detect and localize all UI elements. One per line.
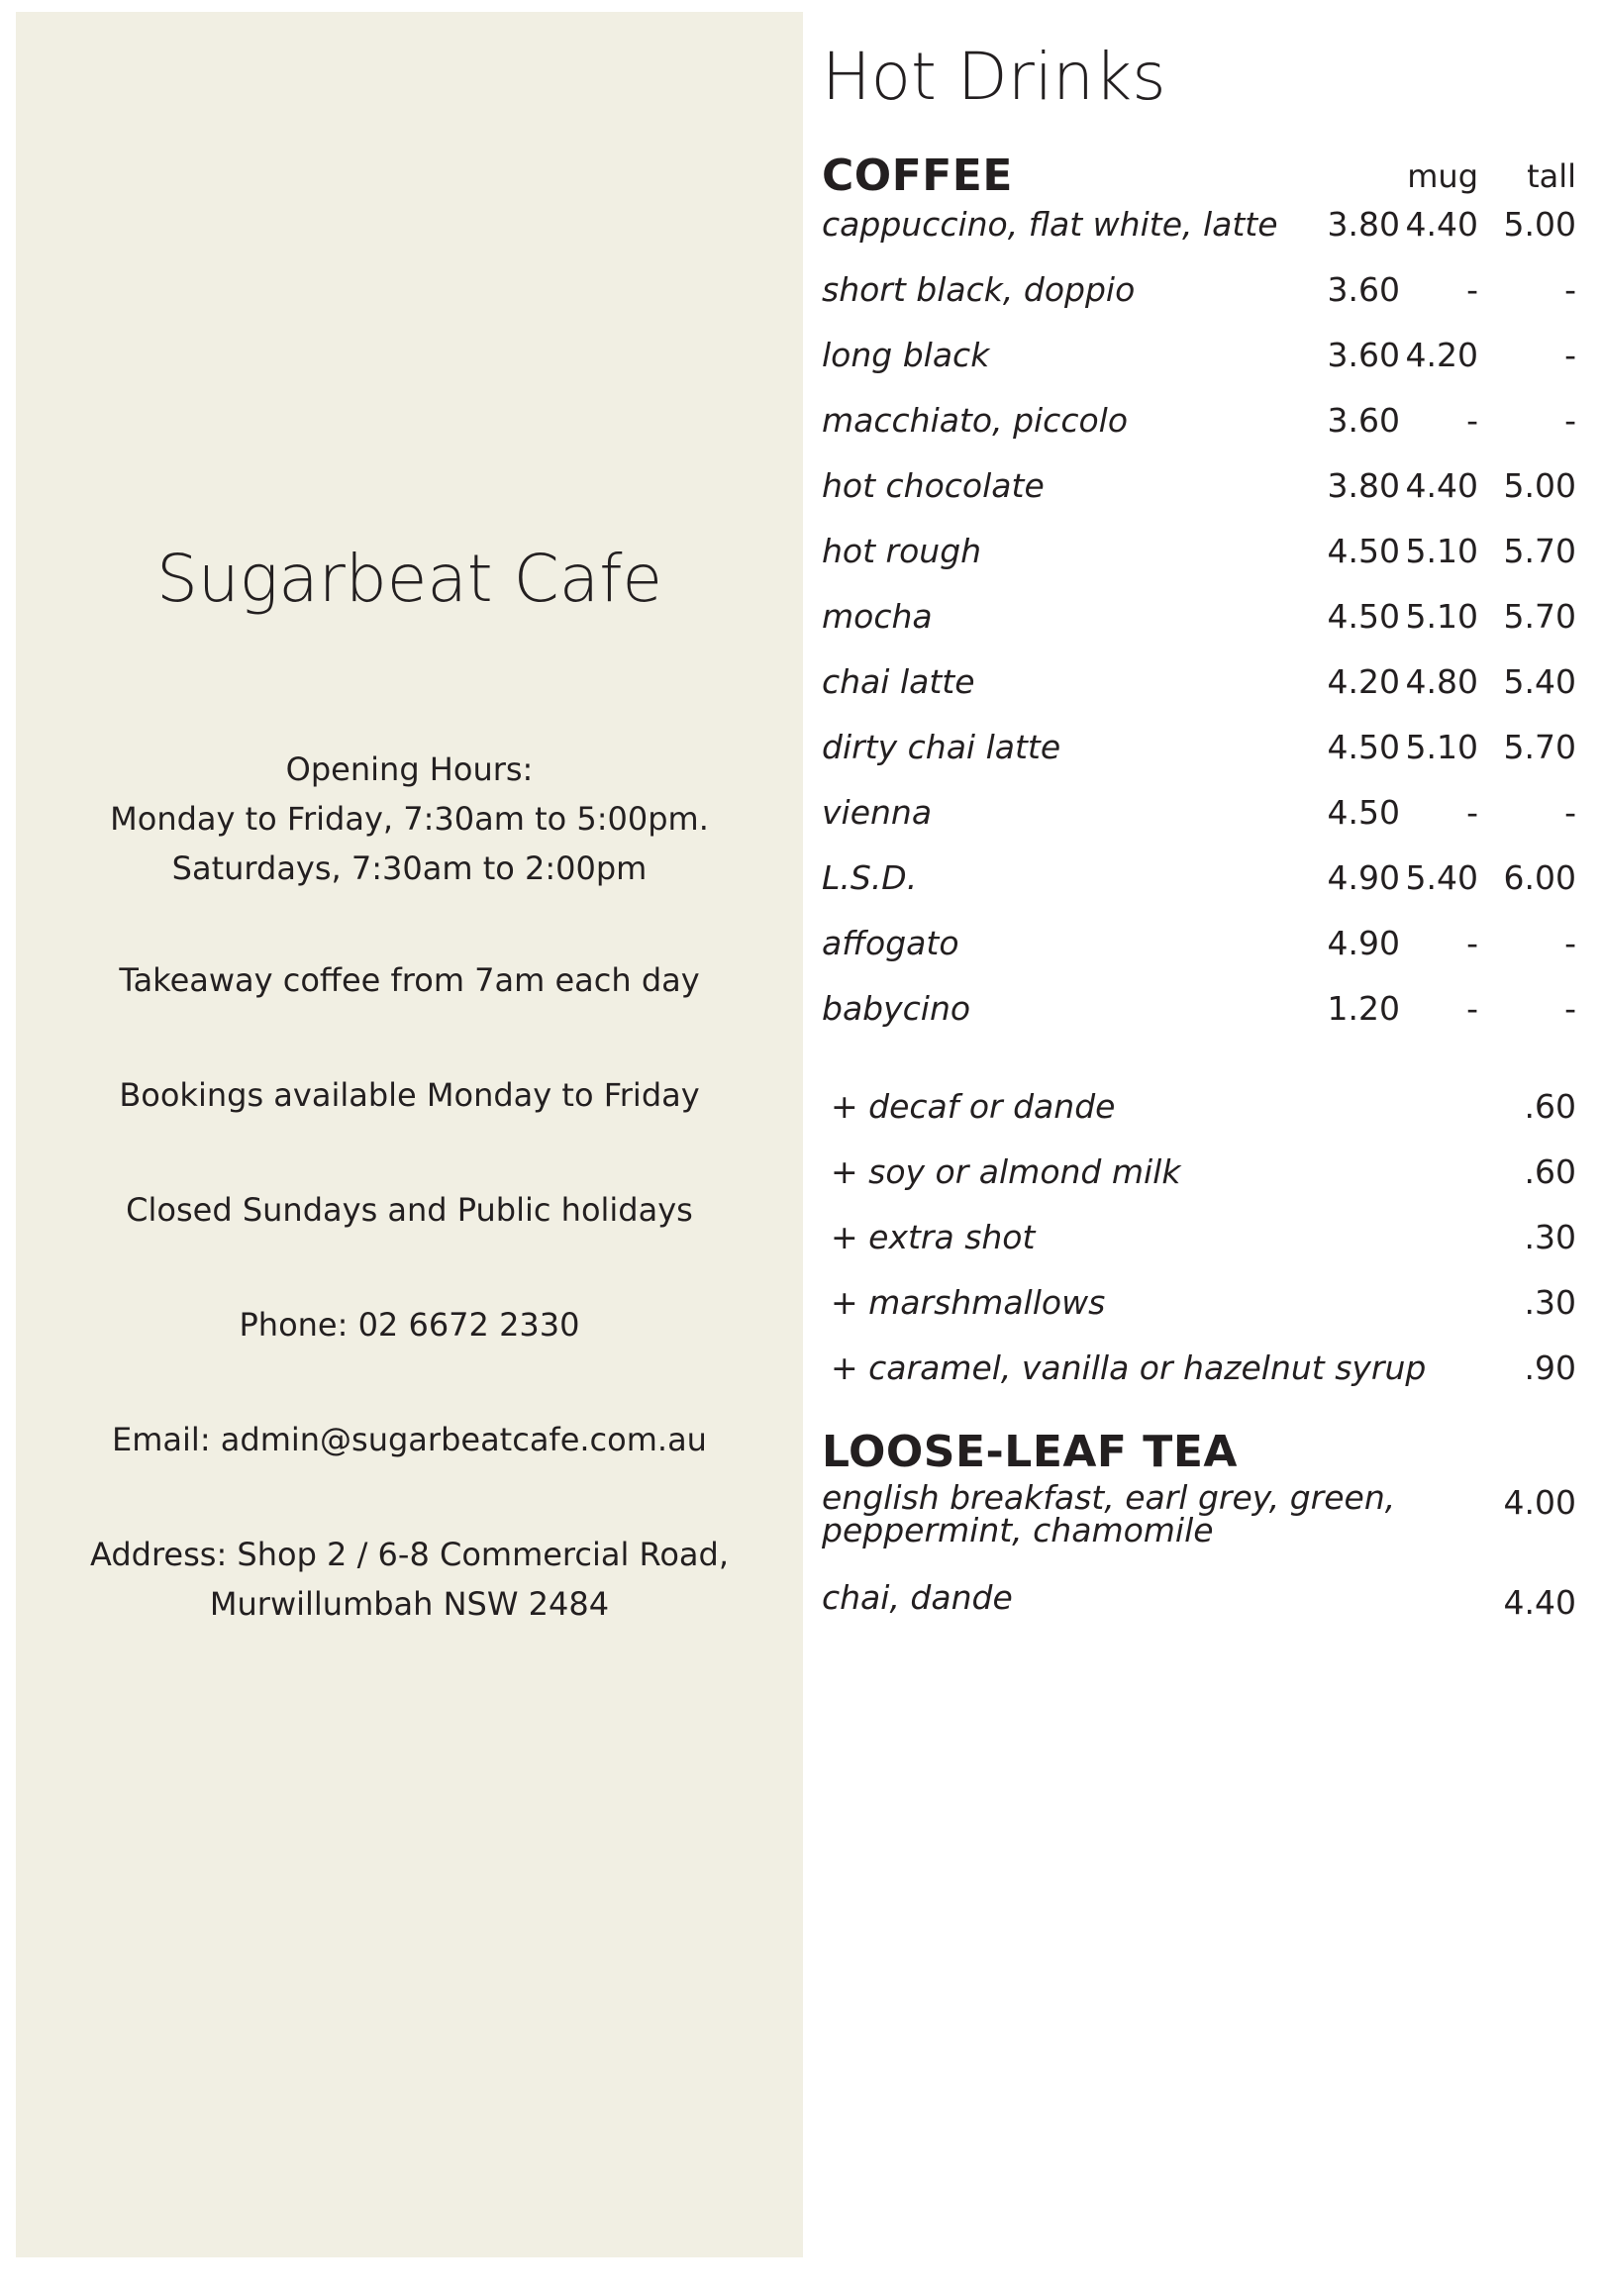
menu-item-price-tall: 6.00 bbox=[1503, 858, 1576, 897]
cafe-name: Sugarbeat Cafe bbox=[155, 541, 663, 617]
extra-item-row bbox=[822, 1281, 1576, 1347]
menu-item-price-cup: 1.20 bbox=[1327, 989, 1400, 1028]
tea-item-row bbox=[822, 1478, 1576, 1560]
menu-item-name: long black bbox=[822, 336, 990, 374]
menu-item-price-cup: 4.90 bbox=[1327, 858, 1400, 897]
opening-hours bbox=[16, 745, 803, 893]
email-address: Email: admin@sugarbeatcafe.com.au bbox=[112, 1421, 707, 1458]
menu-item-price-mug: 4.80 bbox=[1405, 662, 1478, 701]
extra-item-price: .30 bbox=[1524, 1218, 1576, 1256]
extra-item-row bbox=[822, 1216, 1576, 1281]
menu-item-price-tall: 5.00 bbox=[1503, 466, 1576, 505]
extra-item-price: .60 bbox=[1524, 1087, 1576, 1126]
menu-panel bbox=[822, 0, 1576, 2296]
menu-item-price-mug: 5.10 bbox=[1405, 728, 1478, 766]
menu-item-row bbox=[822, 399, 1576, 464]
menu-item-name: babycino bbox=[822, 989, 971, 1028]
extra-item-name: + decaf or dande bbox=[831, 1087, 1116, 1126]
opening-hours-weekdays: Monday to Friday, 7:30am to 5:00pm. bbox=[110, 800, 709, 838]
extra-item-price: .30 bbox=[1524, 1283, 1576, 1322]
tea-item-price: 4.00 bbox=[1503, 1483, 1576, 1522]
menu-item-price-cup: 4.20 bbox=[1327, 662, 1400, 701]
tea-item-name: english breakfast, earl grey, green, peppermint, chamomile bbox=[822, 1478, 1396, 1549]
menu-item-price-mug: - bbox=[1466, 989, 1478, 1028]
coffee-heading: COFFEE bbox=[822, 150, 1013, 201]
tea-item-price: 4.40 bbox=[1503, 1583, 1576, 1622]
column-header-tall: tall bbox=[1527, 157, 1576, 195]
bookings-note: Bookings available Monday to Friday bbox=[119, 1076, 700, 1114]
opening-hours-saturday: Saturdays, 7:30am to 2:00pm bbox=[171, 849, 648, 887]
menu-item-price-tall: 5.70 bbox=[1503, 532, 1576, 570]
menu-item-price-tall: - bbox=[1564, 270, 1576, 309]
address-line-2: Murwillumbah NSW 2484 bbox=[209, 1585, 610, 1623]
extra-item-price: .90 bbox=[1524, 1348, 1576, 1387]
menu-item-price-cup: 3.60 bbox=[1327, 336, 1400, 374]
menu-item-price-mug: 5.10 bbox=[1405, 597, 1478, 636]
menu-item-price-tall: 5.00 bbox=[1503, 205, 1576, 244]
menu-item-price-mug: 5.40 bbox=[1405, 858, 1478, 897]
menu-item-row bbox=[822, 726, 1576, 791]
menu-item-price-tall: 5.40 bbox=[1503, 662, 1576, 701]
takeaway-note: Takeaway coffee from 7am each day bbox=[119, 961, 700, 999]
extra-item-row bbox=[822, 1347, 1576, 1412]
menu-item-row bbox=[822, 856, 1576, 922]
menu-item-price-tall: - bbox=[1564, 336, 1576, 374]
menu-item-price-tall: - bbox=[1564, 924, 1576, 962]
menu-item-price-cup: 3.60 bbox=[1327, 401, 1400, 440]
menu-item-row bbox=[822, 268, 1576, 334]
extra-item-row bbox=[822, 1150, 1576, 1216]
menu-item-row bbox=[822, 987, 1576, 1052]
menu-item-price-cup: 4.50 bbox=[1327, 597, 1400, 636]
extra-item-name: + extra shot bbox=[831, 1218, 1036, 1256]
menu-item-name: hot chocolate bbox=[822, 466, 1045, 505]
menu-item-row bbox=[822, 464, 1576, 530]
tea-item-name: chai, dande bbox=[822, 1578, 1013, 1617]
menu-item-price-cup: 3.80 bbox=[1327, 205, 1400, 244]
menu-item-name: cappuccino, flat white, latte bbox=[822, 205, 1278, 244]
opening-hours-label: Opening Hours: bbox=[285, 750, 534, 788]
menu-item-price-mug: 5.10 bbox=[1405, 532, 1478, 570]
menu-item-price-mug: 4.40 bbox=[1405, 205, 1478, 244]
tea-heading: LOOSE-LEAF TEA bbox=[822, 1427, 1238, 1477]
menu-item-name: affogato bbox=[822, 924, 959, 962]
menu-item-name: short black, doppio bbox=[822, 270, 1136, 309]
menu-item-name: chai latte bbox=[822, 662, 975, 701]
menu-item-row bbox=[822, 922, 1576, 987]
menu-item-price-cup: 4.50 bbox=[1327, 793, 1400, 832]
menu-item-row bbox=[822, 791, 1576, 856]
menu-item-price-cup: 4.90 bbox=[1327, 924, 1400, 962]
extra-item-name: + soy or almond milk bbox=[831, 1152, 1181, 1191]
menu-item-price-cup: 4.50 bbox=[1327, 532, 1400, 570]
menu-item-price-tall: - bbox=[1564, 989, 1576, 1028]
tea-item-row bbox=[822, 1578, 1576, 1647]
menu-item-price-tall: - bbox=[1564, 401, 1576, 440]
menu-item-price-tall: - bbox=[1564, 793, 1576, 832]
menu-item-row bbox=[822, 530, 1576, 595]
menu-item-price-mug: - bbox=[1466, 270, 1478, 309]
extra-item-name: + caramel, vanilla or hazelnut syrup bbox=[831, 1348, 1427, 1387]
menu-title: Hot Drinks bbox=[822, 39, 1166, 115]
closed-note: Closed Sundays and Public holidays bbox=[126, 1191, 693, 1229]
menu-item-name: vienna bbox=[822, 793, 933, 832]
menu-item-row bbox=[822, 660, 1576, 726]
menu-item-name: macchiato, piccolo bbox=[822, 401, 1129, 440]
menu-item-price-mug: - bbox=[1466, 401, 1478, 440]
extra-item-name: + marshmallows bbox=[831, 1283, 1106, 1322]
menu-item-price-mug: 4.20 bbox=[1405, 336, 1478, 374]
address bbox=[16, 1530, 803, 1629]
column-header-mug: mug bbox=[1407, 157, 1478, 195]
menu-item-name: hot rough bbox=[822, 532, 982, 570]
menu-item-name: mocha bbox=[822, 597, 933, 636]
phone-number: Phone: 02 6672 2330 bbox=[239, 1306, 580, 1344]
menu-item-name: L.S.D. bbox=[822, 858, 918, 897]
menu-item-price-mug: - bbox=[1466, 924, 1478, 962]
info-panel bbox=[16, 12, 803, 2257]
menu-item-price-tall: 5.70 bbox=[1503, 597, 1576, 636]
menu-item-name: dirty chai latte bbox=[822, 728, 1061, 766]
menu-item-price-cup: 4.50 bbox=[1327, 728, 1400, 766]
menu-item-row bbox=[822, 334, 1576, 399]
menu-item-price-mug: - bbox=[1466, 793, 1478, 832]
menu-item-price-cup: 3.80 bbox=[1327, 466, 1400, 505]
menu-item-row bbox=[822, 595, 1576, 660]
extra-item-price: .60 bbox=[1524, 1152, 1576, 1191]
extra-item-row bbox=[822, 1085, 1576, 1150]
address-line-1: Address: Shop 2 / 6-8 Commercial Road, bbox=[90, 1536, 729, 1573]
menu-item-price-mug: 4.40 bbox=[1405, 466, 1478, 505]
menu-item-price-cup: 3.60 bbox=[1327, 270, 1400, 309]
menu-item-row bbox=[822, 203, 1576, 268]
menu-item-price-tall: 5.70 bbox=[1503, 728, 1576, 766]
